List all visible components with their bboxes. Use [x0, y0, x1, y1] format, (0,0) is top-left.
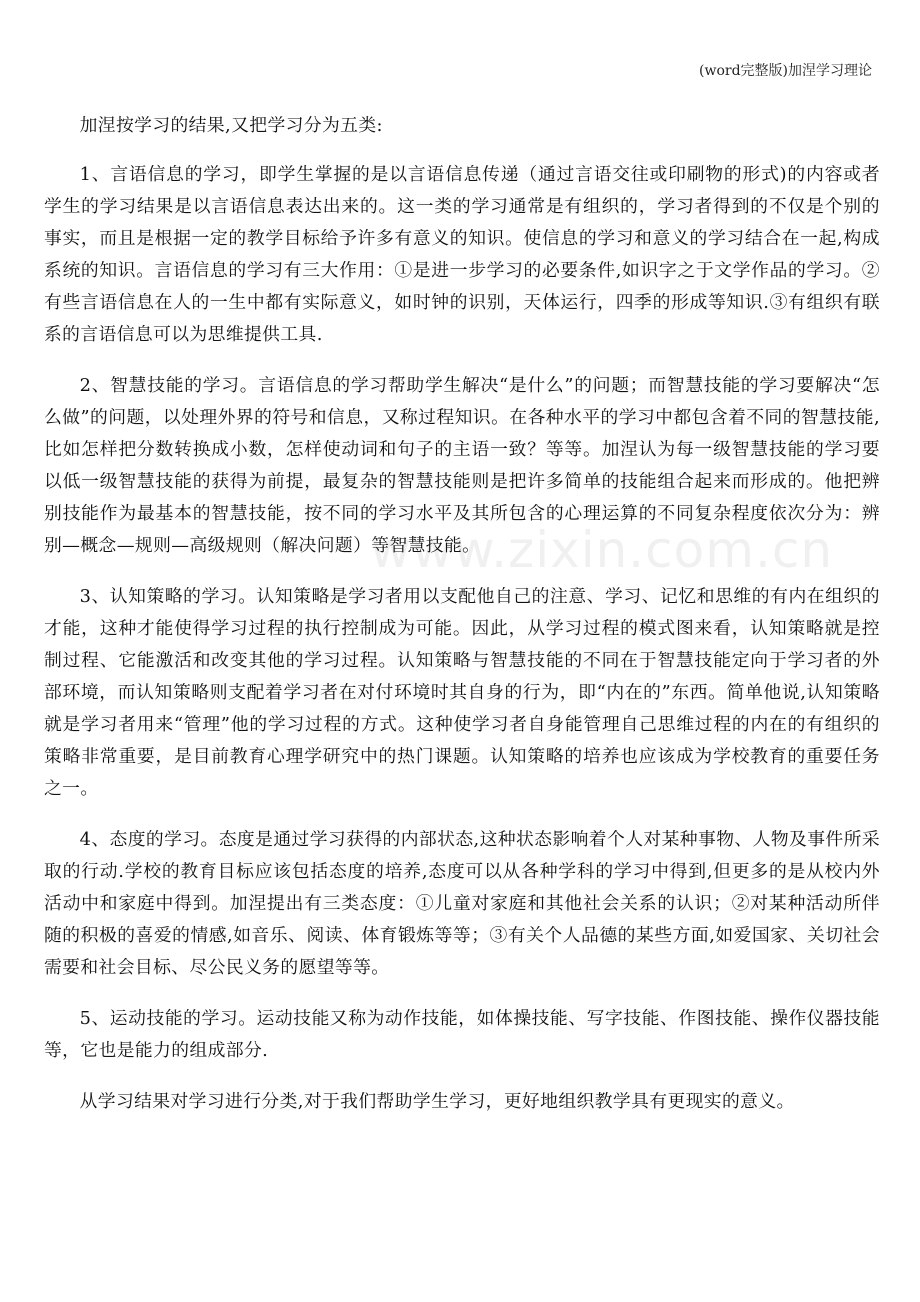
paragraph-verbal-information: 1、言语信息的学习，即学生掌握的是以言语信息传递（通过言语交往或印刷物的形式)的内容或者学生的学习结果是以言语信息表达出来的。这一类的学习通常是有组织的，学习者得到的不仅是个别的事实，而且是根据一定的教学目标给予许多有意义的知识。使信息的学习和意义的学习结合在一起,构成系统的知识。言语信息的学习有三大作用：①是进一步学习的必要条件,如识字之于文学作品的学习。②有些言语信息在人的一生中都有实际意义，如时钟的识别，天体运行，四季的形成等知识.③有组织有联系的言语信息可以为思维提供工具.: [44, 164, 880, 345]
paragraph-attitudes: 4、态度的学习。态度是通过学习获得的内部状态,这种状态影响着个人对某种事物、人物及事件所采取的行动.学校的教育目标应该包括态度的培养,态度可以从各种学科的学习中得到,但更多的是从校内外活动中和家庭中得到。加涅提出有三类态度：①儿童对家庭和其他社会关系的认识；②对某种活动所伴随的积极的喜爱的情感,如音乐、阅读、体育锻炼等等；③有关个人品德的某些方面,如爱国家、关切社会需要和社会目标、尽公民义务的愿望等等。: [44, 829, 880, 978]
paragraph-cognitive-strategies: 3、认知策略的学习。认知策略是学习者用以支配他自己的注意、学习、记忆和思维的有内在组织的才能，这种才能使得学习过程的执行控制成为可能。因此，从学习过程的模式图来看，认知策略就是控制过程、它能激活和改变其他的学习过程。认知策略与智慧技能的不同在于智慧技能定向于学习者的外部环境，而认知策略则支配着学习者在对付环境时其自身的行为，即“内在的”东西。简单他说,认知策略就是学习者用来“管理”他的学习过程的方式。这种使学习者自身能管理自己思维过程的内在的有组织的策略非常重要，是目前教育心理学研究中的热门课题。认知策略的培养也应该成为学校教育的重要任务之一。: [44, 586, 880, 799]
paragraph-intellectual-skills: 2、智慧技能的学习。言语信息的学习帮助学生解决“是什么”的问题；而智慧技能的学习要解决“怎么做”的问题，以处理外界的符号和信息，又称过程知识。在各种水平的学习中都包含着不同的智慧技能,比如怎样把分数转换成小数，怎样使动词和句子的主语一致？等等。加涅认为每一级智慧技能的学习要以低一级智慧技能的获得为前提，最复杂的智慧技能则是把许多简单的技能组合起来而形成的。他把辨别技能作为最基本的智慧技能，按不同的学习水平及其所包含的心理运算的不同复杂程度依次分为：辨别—概念—规则—高级规则（解决问题）等智慧技能。: [44, 375, 880, 556]
watermark: www.zixin.com.cn: [370, 521, 834, 579]
paragraph-motor-skills: 5、运动技能的学习。运动技能又称为动作技能，如体操技能、写字技能、作图技能、操作仪器技能等，它也是能力的组成部分.: [44, 1008, 880, 1061]
intro-paragraph: 加涅按学习的结果,又把学习分为五类:: [79, 115, 383, 136]
running-header: (word完整版)加涅学习理论: [699, 63, 872, 79]
document-body: [44, 110, 880, 1137]
conclusion-paragraph: 从学习结果对学习进行分类,对于我们帮助学生学习，更好地组织教学具有更现实的意义。: [79, 1091, 795, 1112]
